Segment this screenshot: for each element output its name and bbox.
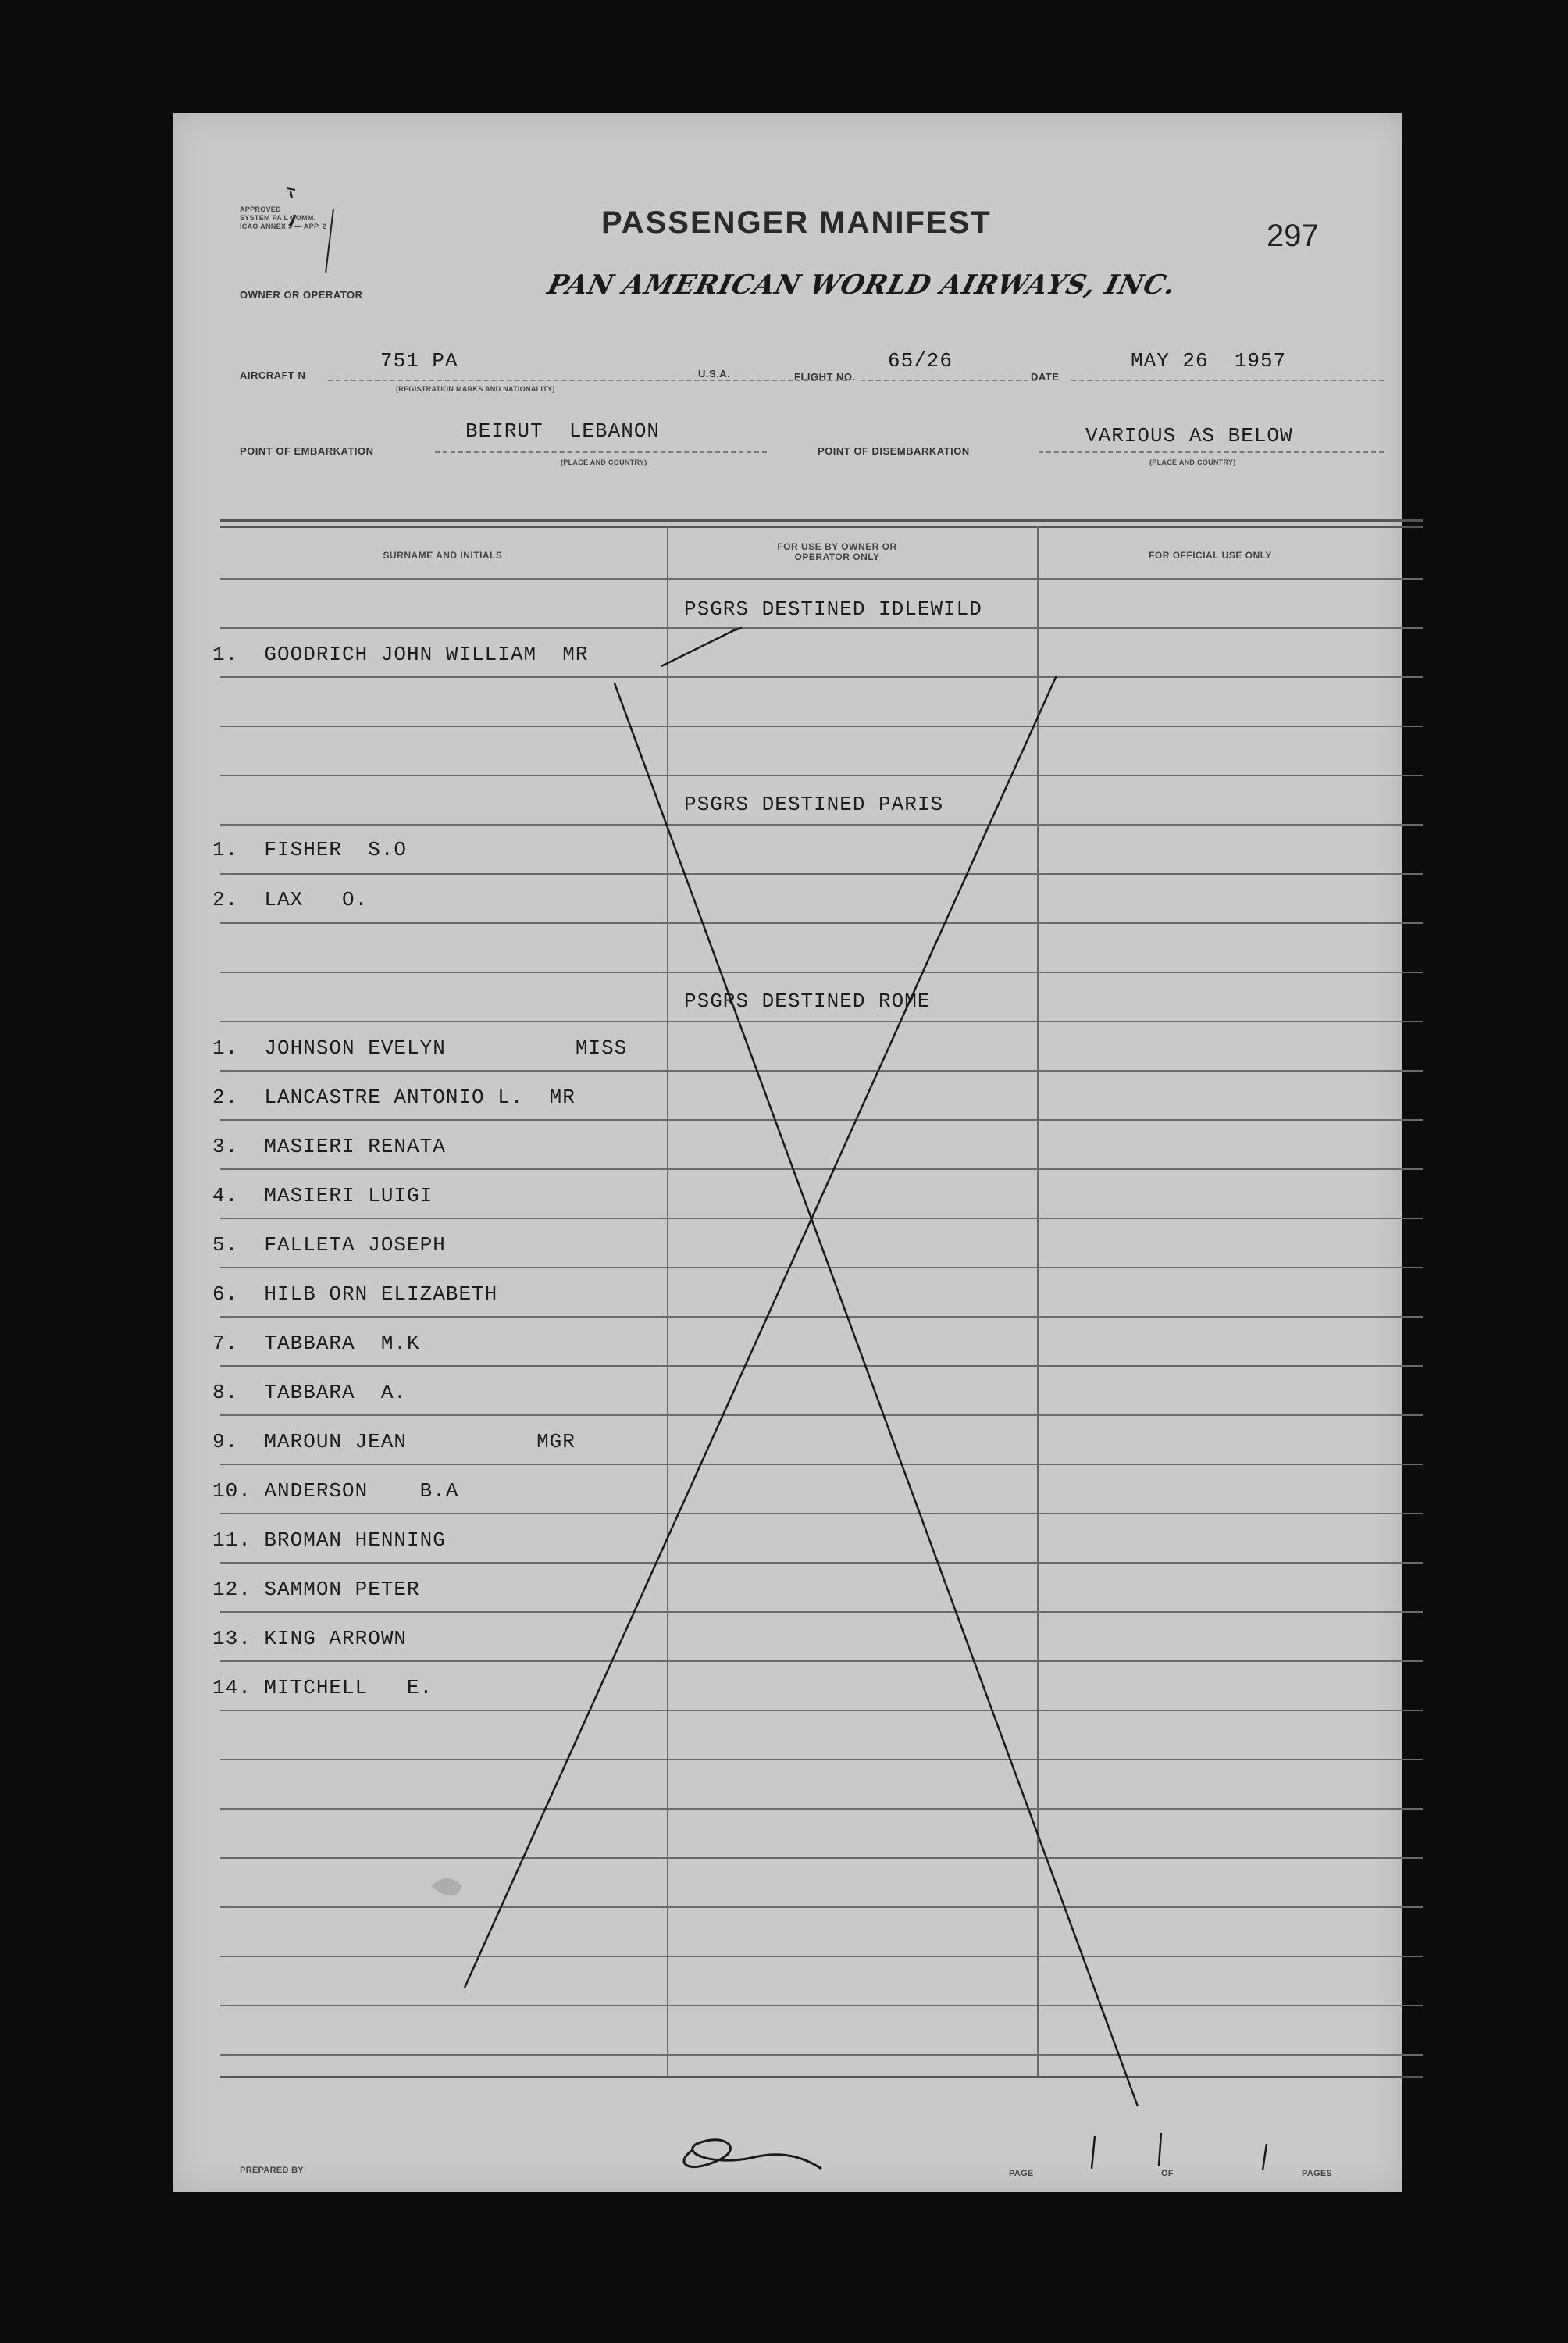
footer-prepared-by: PREPARED BY <box>240 2166 304 2175</box>
passenger-entry: 11. BROMAN HENNING <box>212 1528 446 1552</box>
page-fraction-mark <box>1092 2133 1267 2170</box>
group-heading-idlewild: PSGRS DESTINED IDLEWILD <box>684 597 982 621</box>
owner-label: OWNER OR OPERATOR <box>240 289 363 301</box>
document-title: PASSENGER MANIFEST <box>601 205 992 240</box>
embarkation-label: POINT OF EMBARKATION <box>240 445 374 457</box>
embarkation-value: BEIRUT LEBANON <box>465 419 661 443</box>
passenger-entry: 10. ANDERSON B.A <box>212 1479 459 1503</box>
group-heading-rome: PSGRS DESTINED ROME <box>684 990 931 1013</box>
column-header-owner-use: FOR USE BY OWNER OR OPERATOR ONLY <box>777 541 897 562</box>
date-value: MAY 26 1957 <box>1131 349 1287 373</box>
approval-line: SYSTEM PA L COMM. <box>240 214 316 222</box>
passenger-entry: 4. MASIERI LUIGI <box>212 1184 433 1207</box>
group-heading-paris: PSGRS DESTINED PARIS <box>684 793 944 816</box>
disembarkation-caption: (PLACE AND COUNTRY) <box>1149 458 1236 466</box>
aircraft-label: AIRCRAFT N <box>240 369 306 381</box>
cross-out-mark <box>465 628 1138 2106</box>
passenger-entry: 5. FALLETA JOSEPH <box>212 1233 446 1257</box>
passenger-entry: 14. MITCHELL E. <box>212 1676 433 1699</box>
footer-of-label: OF <box>1161 2169 1174 2178</box>
passenger-entry: 6. HILB ORN ELIZABETH <box>212 1282 498 1306</box>
margin-mark <box>290 215 295 226</box>
country-label: U.S.A. <box>698 368 731 380</box>
embarkation-caption: (PLACE AND COUNTRY) <box>561 458 647 466</box>
aircraft-caption: (REGISTRATION MARKS AND NATIONALITY) <box>396 385 555 393</box>
passenger-entry: 12. SAMMON PETER <box>212 1578 420 1601</box>
footer-pages-label: PAGES <box>1302 2169 1333 2178</box>
disembarkation-label: POINT OF DISEMBARKATION <box>818 445 970 457</box>
passenger-entry: 1. JOHNSON EVELYN MISS <box>212 1036 628 1060</box>
approval-line: APPROVED <box>240 205 281 213</box>
disembarkation-value: VARIOUS AS BELOW <box>1085 424 1293 448</box>
flight-value: 65/26 <box>888 349 953 373</box>
signature-scrawl <box>684 2140 821 2169</box>
check-mark <box>326 209 333 273</box>
column-header-official-use: FOR OFFICIAL USE ONLY <box>1149 550 1272 561</box>
passenger-entry: 8. TABBARA A. <box>212 1381 408 1404</box>
passenger-entry: 1. FISHER S.O <box>212 838 408 861</box>
passenger-entry: 1. GOODRICH JOHN WILLIAM MR <box>212 643 589 666</box>
passenger-entry: 9. MAROUN JEAN MGR <box>212 1430 576 1453</box>
passenger-entry: 2. LANCASTRE ANTONIO L. MR <box>212 1086 576 1109</box>
page-number: 297 <box>1267 219 1319 253</box>
tick-mark <box>287 188 295 198</box>
passenger-entry: 3. MASIERI RENATA <box>212 1135 446 1158</box>
footer-page-label: PAGE <box>1009 2169 1034 2178</box>
passenger-entry: 7. TABBARA M.K <box>212 1332 420 1355</box>
approval-line: ICAO ANNEX 9 — APP. 2 <box>240 223 326 230</box>
column-header-surname: SURNAME AND INITIALS <box>383 550 503 561</box>
aircraft-value: 751 PA <box>380 349 458 373</box>
smudge-mark <box>431 1878 462 1896</box>
date-label: DATE <box>1031 371 1060 383</box>
flight-label: FLIGHT NO. <box>794 371 856 383</box>
manifest-sheet <box>173 113 1402 2192</box>
company-name: PAN AMERICAN WORLD AIRWAYS, INC. <box>544 269 1180 301</box>
passenger-entry: 13. KING ARROWN <box>212 1627 408 1650</box>
handwritten-marks <box>173 113 1402 2192</box>
passenger-entry: 2. LAX O. <box>212 888 369 911</box>
